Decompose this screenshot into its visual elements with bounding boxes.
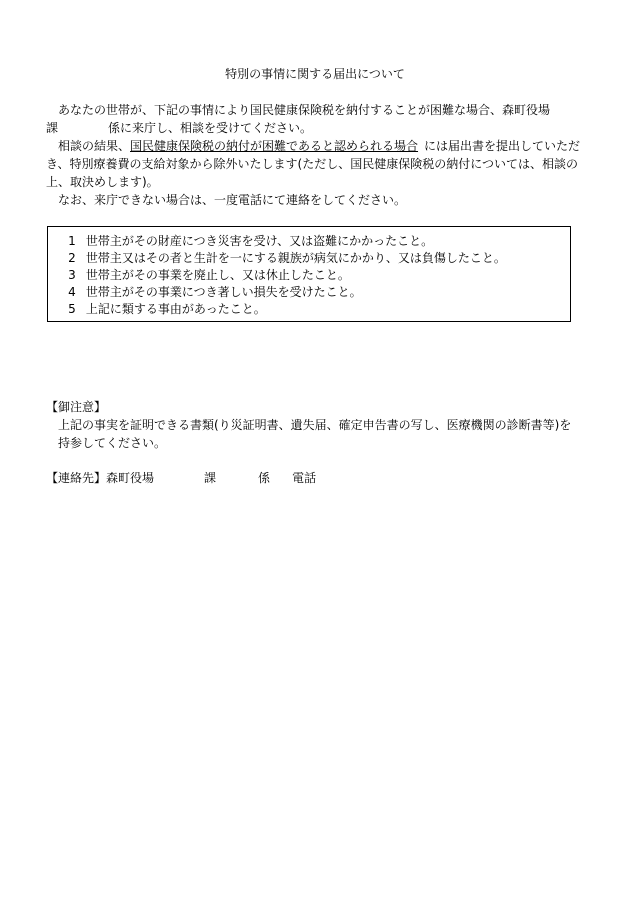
list-item [62, 284, 570, 301]
conditions-list [48, 227, 570, 318]
condition-text: 上記に類する事由があったこと。 [85, 302, 266, 316]
list-item [62, 301, 570, 318]
department-label: 課 [46, 121, 59, 135]
paragraph-consultation-text: あなたの世帯が、下記の事情により国民健康保険税を納付することが困難な場合、森町役場 [58, 103, 551, 117]
condition-text: 世帯主がその事業を廃止し、又は休止したこと。 [85, 268, 350, 282]
condition-number: 1 [68, 234, 76, 248]
underlined-condition-text: 国民健康保険税の納付が困難であると認められる場合 [130, 139, 419, 153]
contact-department: 課 [204, 471, 217, 485]
list-item [62, 233, 570, 250]
condition-text: 世帯主がその事業につき著しい損失を受けたこと。 [85, 285, 362, 299]
list-item [62, 267, 570, 284]
contact-line [46, 470, 316, 486]
paragraph-consultation-result [46, 137, 586, 191]
contact-phone: 電話 [292, 471, 317, 485]
list-item [62, 250, 570, 267]
contact-label: 【連絡先】 [46, 471, 107, 485]
document-title: 特別の事情に関する届出について [225, 67, 405, 81]
contact-section: 係 [258, 471, 271, 485]
condition-number: 4 [68, 285, 76, 299]
notice-heading: 【御注意】 [46, 400, 107, 414]
contact-office: 森町役場 [106, 471, 155, 485]
paragraph-consultation-request [46, 101, 586, 137]
result-lead-text: 相談の結果、 [58, 139, 131, 153]
condition-number: 5 [68, 302, 76, 316]
condition-number: 3 [68, 268, 76, 282]
notice-line-2: 持参してください。 [58, 436, 167, 450]
result-body-text: には届出書を提出していただき、特別療養費の支給対象から除外いたします(ただし、国民健康保険税の納付については、相談の上、取決めします)。 [46, 139, 581, 189]
condition-number: 2 [68, 251, 76, 265]
section-visit-text: 係に来庁し、相談を受けてください。 [108, 121, 313, 135]
notice-line-1: 上記の事実を証明できる書類(り災証明書、遺失届、確定申告書の写し、医療機関の診断書等)を [58, 418, 572, 432]
paragraph-phone-contact: なお、来庁できない場合は、一度電話にて連絡をしてください。 [58, 193, 407, 207]
condition-text: 世帯主がその財産につき災害を受け、又は盗難にかかったこと。 [85, 234, 434, 248]
condition-text: 世帯主又はその者と生計を一にする親族が病気にかかり、又は負傷したこと。 [85, 251, 506, 265]
conditions-box [47, 226, 571, 322]
notice-body [46, 416, 590, 452]
